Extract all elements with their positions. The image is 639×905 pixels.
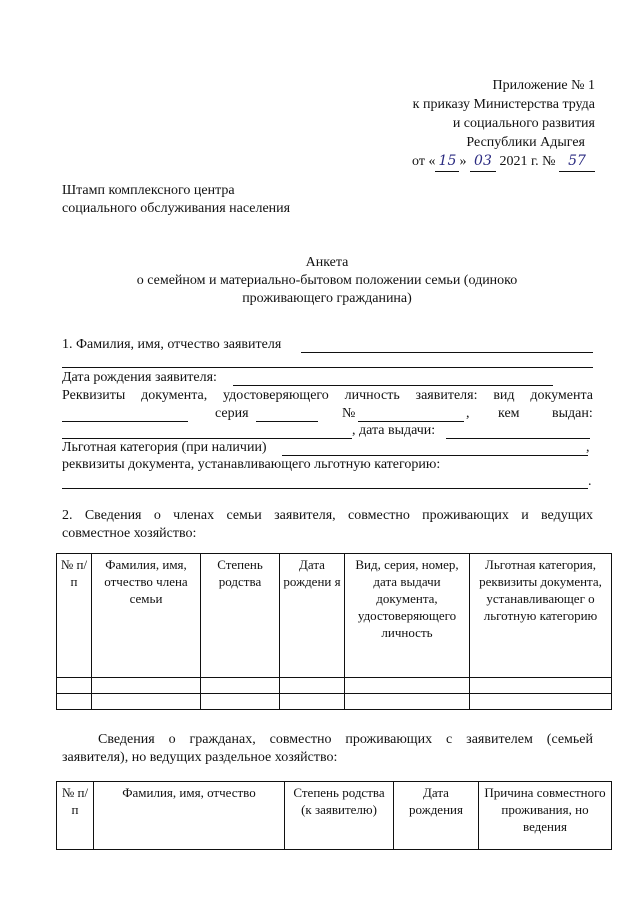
col-relation: Степень родства (к заявителю) <box>285 782 394 850</box>
col-full-name: Фамилия, имя, отчество <box>94 782 285 850</box>
order-month: 03 <box>470 152 496 172</box>
issued-by-label-2: выдан: <box>552 406 593 421</box>
order-number: 57 <box>559 152 595 172</box>
title-line-3: проживающего гражданина) <box>242 291 412 306</box>
col-benefit: Льготная категория, реквизиты документа, устанавливающег о льготную категорию <box>470 554 612 678</box>
col-relation: Степень родства <box>201 554 280 678</box>
form-title <box>62 254 592 308</box>
benefit-document-label: реквизиты документа, устанавливающего льготную категорию: <box>62 457 441 472</box>
applicant-name-label: 1. Фамилия, имя, отчество заявителя <box>62 337 282 352</box>
issue-date-field[interactable] <box>446 438 590 439</box>
title-line-2: о семейном и материально-бытовом положении семьи (одиноко <box>136 273 518 288</box>
family-members-intro-1: 2. Сведения о членах семьи заявителя, совместно проживающих и ведущих <box>62 508 593 523</box>
order-day: 15 <box>435 152 459 172</box>
applicant-name-field-2[interactable] <box>62 367 593 368</box>
issued-by-label-1: кем <box>498 406 520 421</box>
appendix-label: Приложение № 1 <box>492 78 595 93</box>
title-line-1: Анкета <box>305 255 349 270</box>
benefit-category-label: Льготная категория (при наличии) <box>62 440 267 455</box>
family-members-table <box>56 553 612 710</box>
order-line-2: к приказу Министерства труда <box>412 97 595 112</box>
col-full-name: Фамилия, имя, отчество члена семьи <box>92 554 201 678</box>
series-field[interactable] <box>256 421 318 422</box>
col-number: № п/п <box>57 554 92 678</box>
benefit-document-field[interactable] <box>62 488 588 489</box>
table-row[interactable] <box>57 678 612 694</box>
separate-household-intro-1: Сведения о гражданах, совместно проживающих с заявителем (семьей <box>98 732 593 747</box>
stamp-line-2: социального обслуживания населения <box>62 201 291 216</box>
birth-date-label: Дата рождения заявителя: <box>62 370 217 385</box>
applicant-name-field[interactable] <box>301 352 593 353</box>
col-id-document: Вид, серия, номер, дата выдачи документа, удостоверяющего личность <box>345 554 470 678</box>
col-number: № п/п <box>57 782 94 850</box>
order-date-line: от « 15 » 03 2021 г. № 57 <box>412 152 595 172</box>
birth-date-field[interactable] <box>233 385 553 386</box>
document-type-field[interactable] <box>62 421 188 422</box>
col-birth-date: Дата рождени я <box>280 554 345 678</box>
number-comma: , <box>466 406 470 421</box>
table-header-row <box>57 554 612 678</box>
table-row[interactable] <box>57 694 612 710</box>
family-members-intro-2: совместное хозяйство: <box>62 526 197 541</box>
id-document-label: Реквизиты документа, удостоверяющего личность заявителя: вид документа <box>62 388 593 403</box>
col-birth-date: Дата рождения <box>394 782 479 850</box>
separate-household-intro-2: заявителя), но ведущих раздельное хозяйство: <box>62 750 338 765</box>
series-label: серия <box>215 406 249 421</box>
order-line-3: и социального развития <box>452 116 595 131</box>
stamp-line-1: Штамп комплексного центра <box>62 183 235 198</box>
issue-date-label: , дата выдачи: <box>352 423 436 438</box>
number-label: № <box>342 406 356 421</box>
col-reason: Причина совместного проживания, но ведения <box>479 782 612 850</box>
order-reference <box>412 76 595 172</box>
table-header-row <box>57 782 612 850</box>
order-line-4: Республики Адыгея <box>466 135 585 150</box>
number-field[interactable] <box>358 421 464 422</box>
benefit-comma: , <box>586 440 590 455</box>
benefit-document-dot: . <box>588 474 592 489</box>
issued-by-field[interactable] <box>62 438 352 439</box>
benefit-category-field[interactable] <box>282 455 588 456</box>
separate-household-table <box>56 781 612 850</box>
